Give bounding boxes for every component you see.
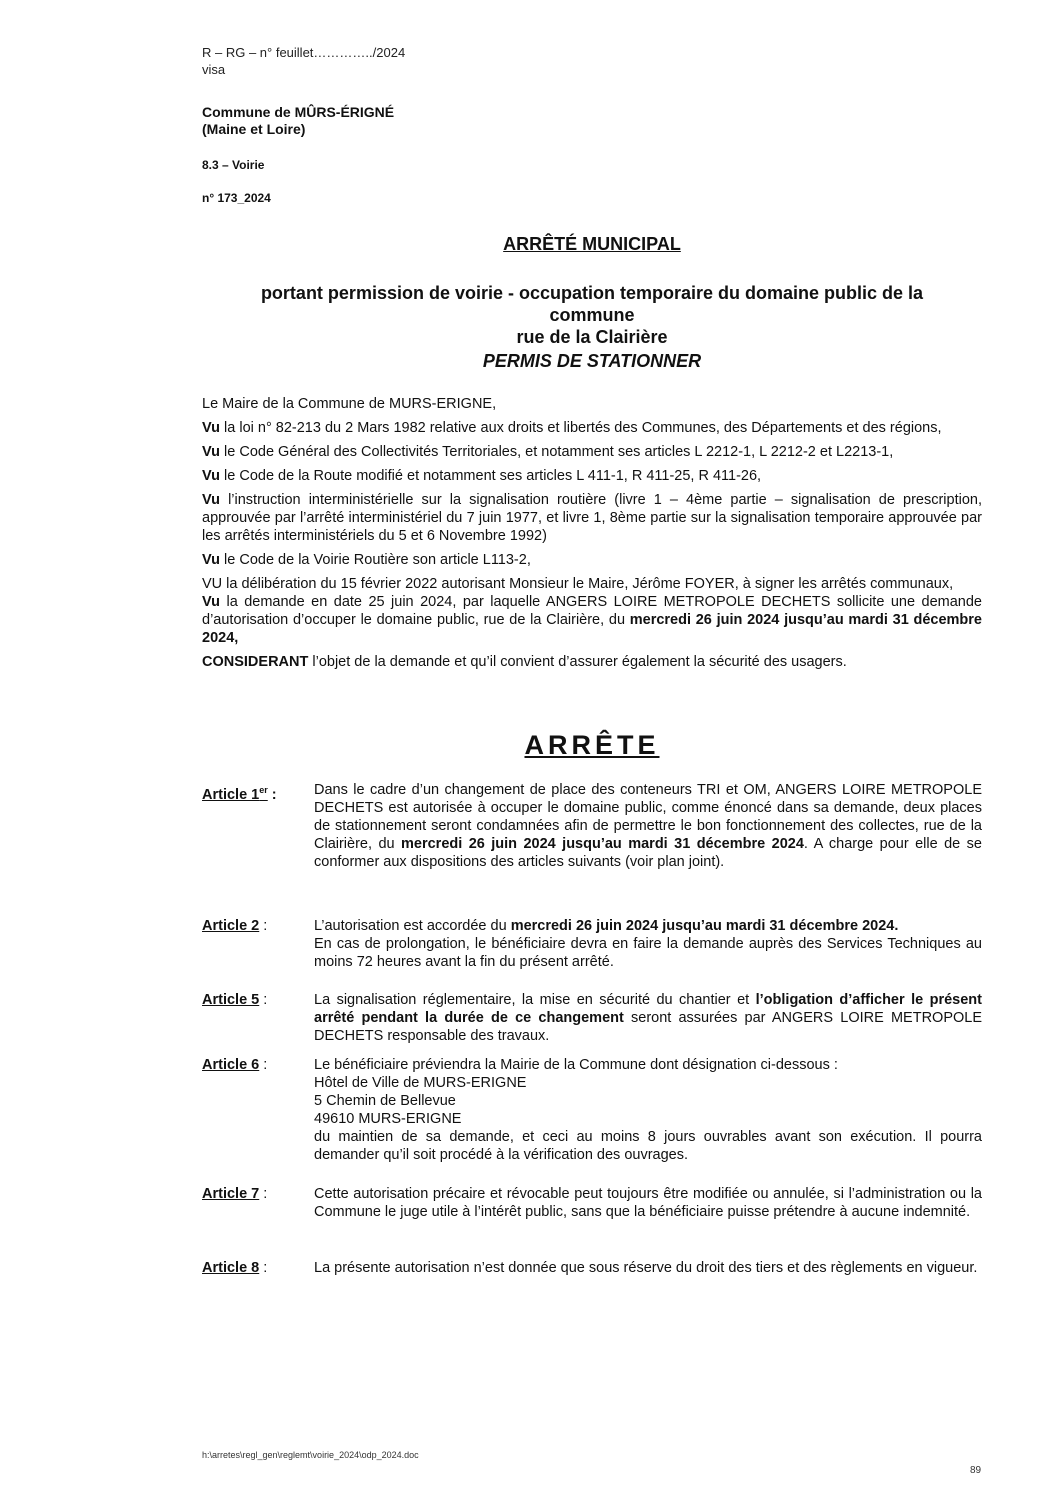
visa-label: visa	[202, 62, 226, 77]
article-5-label: Article 5 :	[202, 992, 268, 1008]
reference-line: R – RG – n° feuillet…………../2024	[202, 45, 406, 60]
page-number: 89	[970, 1465, 982, 1476]
arrete-heading: ARRÊTE	[524, 730, 660, 760]
subtitle-line-1: portant permission de voirie - occupation temporaire du domaine public de la	[260, 283, 924, 303]
vu-keyword: Vu	[202, 420, 220, 436]
vu-keyword: Vu	[202, 468, 220, 484]
article-1	[202, 781, 982, 871]
preamble-vu-7: Vu la demande en date 25 juin 2024, par laquelle ANGERS LOIRE METROPOLE DECHETS sollicite une demande d’autorisation d’occuper le domaine public, rue de la Clairière, du mercredi 26 juin 2024 jusqu’au mardi 31 décembre 2024,	[202, 594, 982, 646]
address-line-3: 49610 MURS-ERIGNE	[314, 1111, 462, 1127]
subtitle-line-3: rue de la Clairière	[516, 327, 668, 347]
article-5	[202, 991, 982, 1045]
vu-keyword: Vu	[202, 594, 220, 610]
preamble	[202, 395, 982, 677]
vu-keyword: Vu	[202, 492, 220, 508]
article-2-label: Article 2 :	[202, 918, 268, 934]
article-6	[202, 1056, 982, 1164]
article-7	[202, 1185, 982, 1221]
article-6-text	[314, 1056, 982, 1164]
address-line-1: Hôtel de Ville de MURS-ERIGNE	[314, 1075, 527, 1091]
article-8-text: La présente autorisation n’est donnée que sous réserve du droit des tiers et des règlements en vigueur.	[314, 1260, 978, 1276]
preamble-vu-5: Vu le Code de la Voirie Routière son article L113-2,	[202, 552, 531, 568]
article-6-intro: Le bénéficiaire préviendra la Mairie de la Commune dont désignation ci-dessous :	[314, 1057, 838, 1073]
preamble-vu-2: Vu le Code Général des Collectivités Territoriales, et notamment ses articles L 2212-1, L 2212-2 et L2213-1,	[202, 444, 894, 460]
header-reference	[202, 44, 405, 78]
considerant-keyword: CONSIDERANT	[202, 654, 309, 670]
classification-code: 8.3 – Voirie	[202, 158, 265, 172]
commune-block	[202, 104, 394, 138]
address-line-2: 5 Chemin de Bellevue	[314, 1093, 456, 1109]
article-2-text: L’autorisation est accordée du mercredi 26 juin 2024 jusqu’au mardi 31 décembre 2024. En cas de prolongation, le bénéficiaire devra en faire la demande auprès des Services Techniques au moins 72 heures avant la fin du présent arrêté.	[314, 918, 982, 970]
article-1-label: Article 1er :	[202, 785, 277, 803]
preamble-intro: Le Maire de la Commune de MURS-ERIGNE,	[202, 396, 497, 412]
vu-keyword: Vu	[202, 552, 220, 568]
commune-department: (Maine et Loire)	[202, 121, 306, 137]
article-8	[202, 1259, 982, 1277]
document-title: ARRÊTÉ MUNICIPAL	[503, 234, 681, 254]
article-8-label: Article 8 :	[202, 1260, 268, 1276]
article-1-text: Dans le cadre d’un changement de place des conteneurs TRI et OM, ANGERS LOIRE METROPOLE DECHETS est autorisée à occuper le domaine public, comme énoncé dans sa demande, deux places de stationnement seront condamnées afin de permettre le bon fonctionnement des collectes, rue de la Clairière, du mercredi 26 juin 2024 jusqu’au mardi 31 décembre 2024. A charge pour elle de se conformer aux dispositions des articles suivants (voir plan joint).	[314, 782, 982, 870]
article-2	[202, 917, 982, 971]
preamble-vu-6: VU la délibération du 15 février 2022 autorisant Monsieur le Maire, Jérôme FOYER, à signer les arrêtés communaux,	[202, 576, 954, 592]
footer-file-path: h:\arretes\regl_gen\reglemt\voirie_2024\odp_2024.doc	[202, 1450, 419, 1460]
preamble-vu-3: Vu le Code de la Route modifié et notamment ses articles L 411-1, R 411-25, R 411-26,	[202, 468, 762, 484]
preamble-vu-4: Vu l’instruction interministérielle sur la signalisation routière (livre 1 – 4ème partie – signalisation de prescription, approuvée par l’arrêté interministériel du 7 juin 1977, et livre 1, 8ème partie sur la signalisation temporaire approuvée par les arrêtés interministériels du 5 et 6 Novembre 1992)	[202, 492, 982, 544]
permit-type: PERMIS DE STATIONNER	[482, 351, 702, 371]
article-5-text: La signalisation réglementaire, la mise en sécurité du chantier et l’obligation d’afficher le présent arrêté pendant la durée de ce changement seront assurées par ANGERS LOIRE METROPOLE DECHETS responsable des travaux.	[314, 992, 982, 1044]
commune-name: Commune de MÛRS-ÉRIGNÉ	[202, 104, 395, 120]
preamble-vu-1: Vu la loi n° 82-213 du 2 Mars 1982 relative aux droits et libertés des Communes, des Départements et des régions,	[202, 420, 942, 436]
article-7-label: Article 7 :	[202, 1186, 268, 1202]
article-6-closing: du maintien de sa demande, et ceci au moins 8 jours ouvrables avant son exécution. Il pourra demander qu’il soit procédé à la vérification des ouvrages.	[314, 1129, 982, 1163]
article-6-label: Article 6 :	[202, 1057, 268, 1073]
article-7-text: Cette autorisation précaire et révocable peut toujours être modifiée ou annulée, si l’administration ou la Commune le juge utile à l’intérêt public, sans que la bénéficiaire puisse prétendre à aucune indemnité.	[314, 1186, 982, 1220]
preamble-considerant: CONSIDERANT l’objet de la demande et qu’il convient d’assurer également la sécurité des usagers.	[202, 654, 847, 670]
document-subtitle	[222, 282, 962, 348]
vu-keyword: Vu	[202, 444, 220, 460]
arrete-number: n° 173_2024	[202, 191, 271, 205]
subtitle-line-2: commune	[549, 305, 635, 325]
